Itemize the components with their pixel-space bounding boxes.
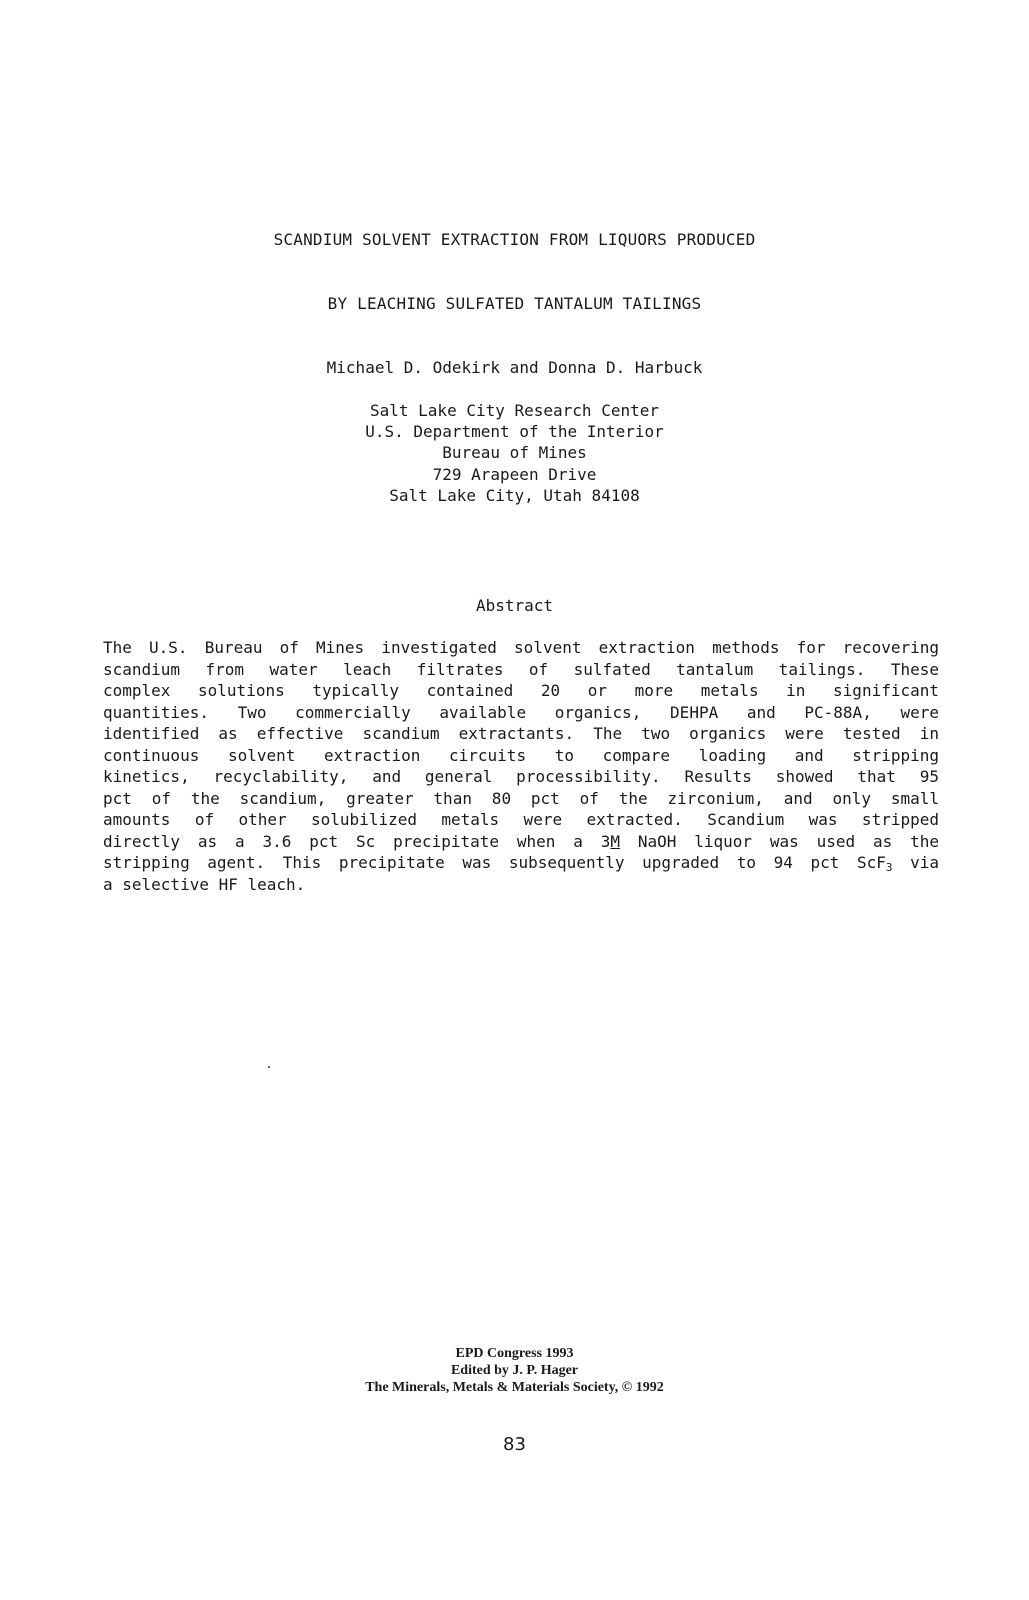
abstract-text-fragment: directly as a 3.6 pct Sc precipitate when a 3 xyxy=(103,831,611,851)
abstract-line: The U.S. Bureau of Mines investigated solvent extraction methods for recovering xyxy=(103,638,939,657)
proceedings-editor: Edited by J. P. Hager xyxy=(450,1363,579,1378)
abstract-text-fragment: stripping agent. This precipitate was subsequently upgraded to 94 pct ScF xyxy=(103,853,886,872)
affiliation-line: Salt Lake City Research Center xyxy=(370,401,659,420)
abstract-body xyxy=(103,637,939,895)
abstract-line: amounts of other solubilized metals were extracted. Scandium was stripped xyxy=(103,810,939,829)
abstract-heading: Abstract xyxy=(475,596,554,615)
molarity-unit: M xyxy=(610,831,621,851)
abstract-text-fragment: NaOH liquor was used as the xyxy=(620,831,939,851)
proceedings-publisher: The Minerals, Metals & Materials Society, © 1992 xyxy=(365,1380,664,1395)
abstract-line: identified as effective scandium extractants. The two organics were tested in xyxy=(103,724,939,743)
abstract-line: continuous solvent extraction circuits to compare loading and stripping xyxy=(103,745,939,765)
affiliation-line: Bureau of Mines xyxy=(442,443,587,462)
abstract-line: complex solutions typically contained 20 or more metals in significant xyxy=(103,681,939,700)
abstract-text-fragment: via xyxy=(892,853,939,872)
abstract-line-formula xyxy=(103,852,939,874)
abstract-line: pct of the scandium, greater than 80 pct of the zirconium, and only small xyxy=(103,788,939,808)
abstract-line: a selective HF leach. xyxy=(103,874,306,894)
affiliation-line: U.S. Department of the Interior xyxy=(365,422,664,441)
abstract-line: quantities. Two commercially available organics, DEHPA and PC-88A, were xyxy=(103,702,939,722)
proceedings-title: EPD Congress 1993 xyxy=(455,1346,574,1361)
affiliation-line: 729 Arapeen Drive xyxy=(432,465,597,484)
abstract-line-molarity xyxy=(103,831,939,853)
affiliation-line: Salt Lake City, Utah 84108 xyxy=(389,486,640,505)
author-list: Michael D. Odekirk and Donna D. Harbuck xyxy=(326,358,703,377)
abstract-line: kinetics, recyclability, and general processibility. Results showed that 95 xyxy=(103,767,939,786)
formula-subscript: 3 xyxy=(885,861,893,874)
paper-title-line-2: BY LEACHING SULFATED TANTALUM TAILINGS xyxy=(327,294,702,313)
page-number: 83 xyxy=(503,1434,526,1455)
abstract-line: scandium from water leach filtrates of sulfated tantalum tailings. These xyxy=(103,659,939,679)
scan-speck xyxy=(268,1066,270,1068)
paper-title-line-1: SCANDIUM SOLVENT EXTRACTION FROM LIQUORS PRODUCED xyxy=(273,230,756,249)
